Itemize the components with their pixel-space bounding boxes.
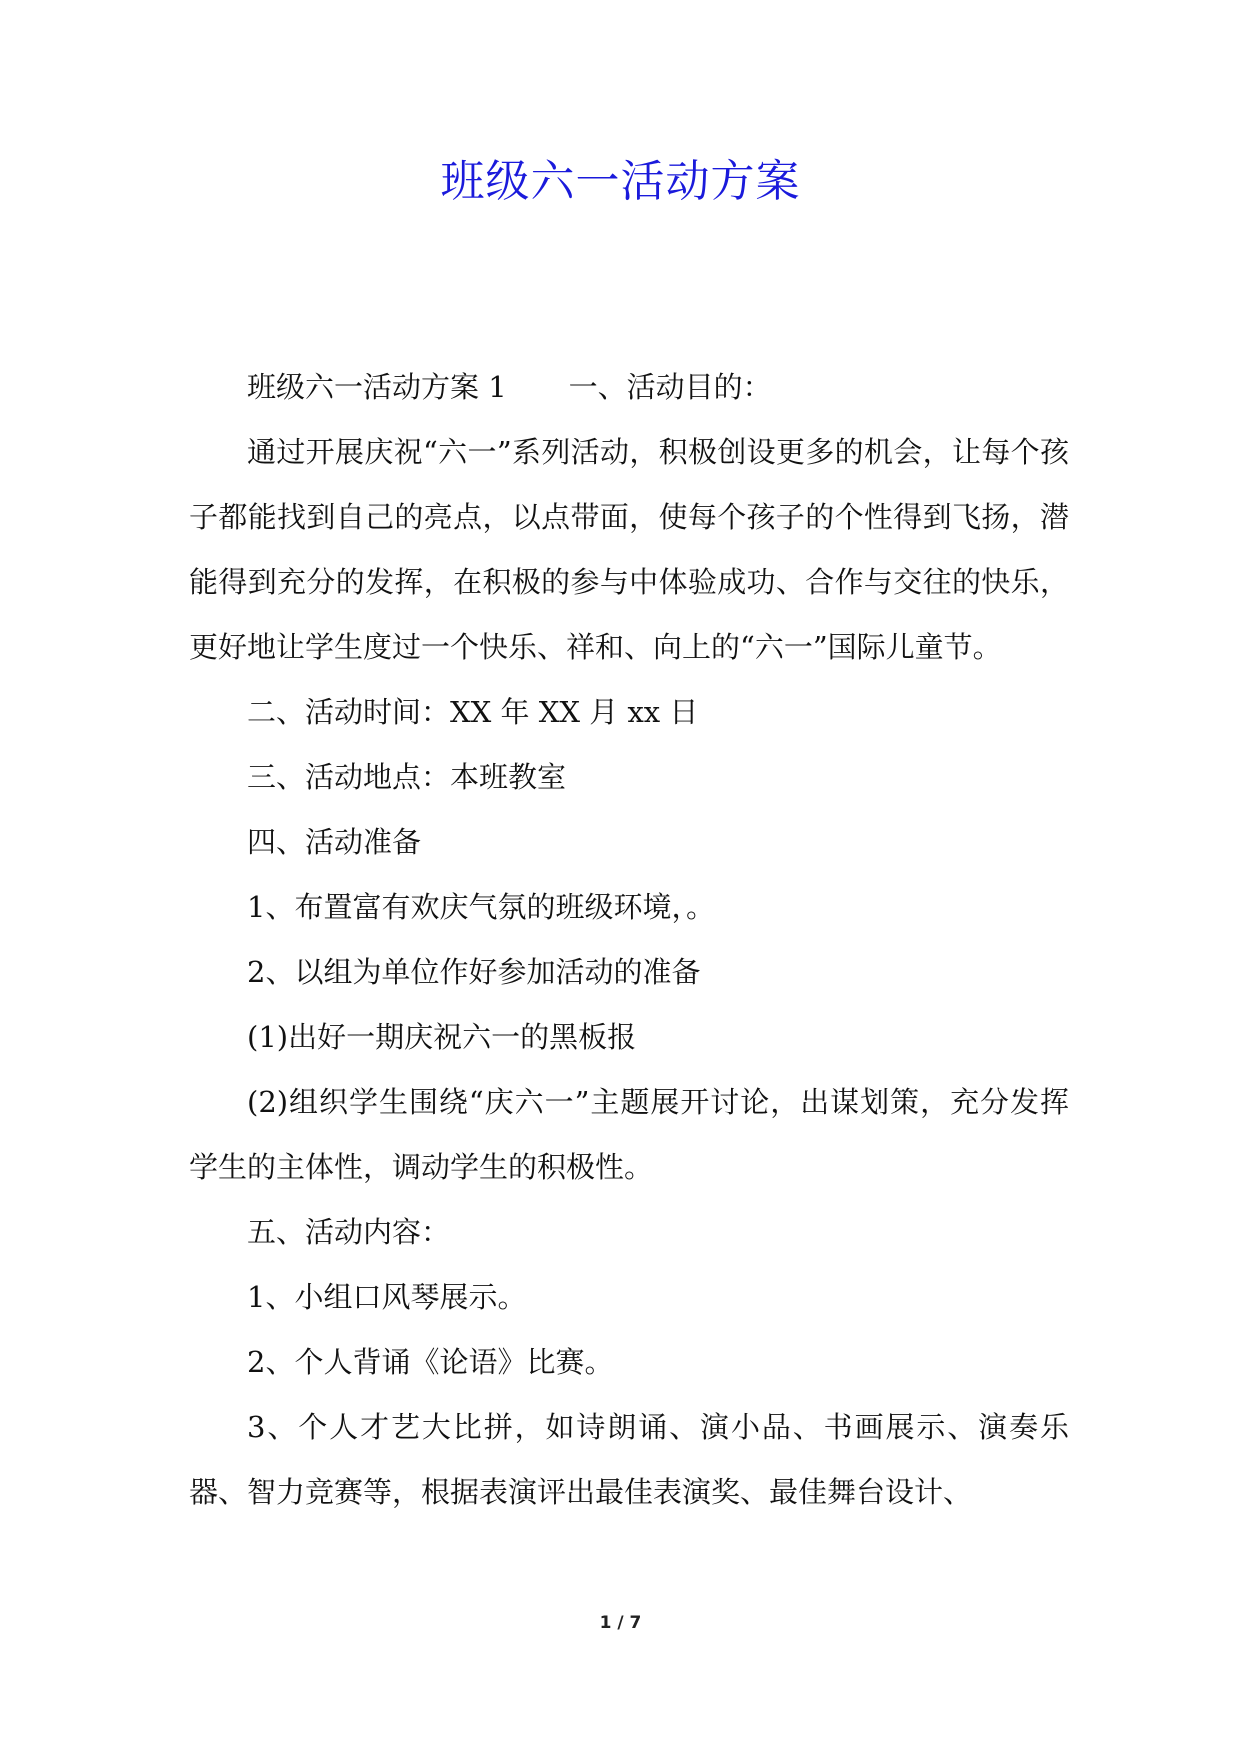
paragraph-purpose: 通过开展庆祝“六一”系列活动，积极创设更多的机会，让每个孩子都能找到自己的亮点，以点带面，使每个孩子的个性得到飞扬，潜能得到充分的发挥，在积极的参与中体验成功、合作与交往的快乐，更好地让学生度过一个快乐、祥和、向上的“六一”国际儿童节。 xyxy=(189,435,1069,664)
paragraph-content-3: 3、个人才艺大比拼，如诗朗诵、演小品、书画展示、演奏乐器、智力竞赛等，根据表演评出最佳表演奖、最佳舞台设计、 xyxy=(189,1410,1069,1509)
paragraph-location: 三、活动地点：本班教室 xyxy=(247,760,567,794)
paragraph-time: 二、活动时间：XX 年 XX 月 xx 日 xyxy=(247,695,699,729)
page-number: 1 / 7 xyxy=(599,1613,642,1633)
paragraph-preparation-1: 1、布置富有欢庆气氛的班级环境，。 xyxy=(247,890,715,924)
paragraph-preparation-2: 2、以组为单位作好参加活动的准备 xyxy=(247,955,701,989)
paragraph-intro-heading xyxy=(189,355,1069,420)
paragraph-content-1: 1、小组口风琴展示。 xyxy=(247,1280,527,1314)
section-heading-purpose: 一、活动目的： xyxy=(568,370,772,404)
paragraph-preparation-2-2: (2)组织学生围绕“庆六一”主题展开讨论，出谋划策，充分发挥学生的主体性，调动学生的积极性。 xyxy=(189,1085,1069,1184)
paragraph-content-2: 2、个人背诵《论语》比赛。 xyxy=(247,1345,614,1379)
document-body xyxy=(189,355,1069,1525)
document-title: 班级六一活动方案 xyxy=(440,156,801,207)
paragraph-content-heading: 五、活动内容： xyxy=(247,1215,451,1249)
paragraph-preparation-2-1: (1)出好一期庆祝六一的黑板报 xyxy=(247,1020,637,1054)
plan-heading: 班级六一活动方案 1 xyxy=(247,370,507,404)
paragraph-preparation-heading: 四、活动准备 xyxy=(247,825,422,859)
